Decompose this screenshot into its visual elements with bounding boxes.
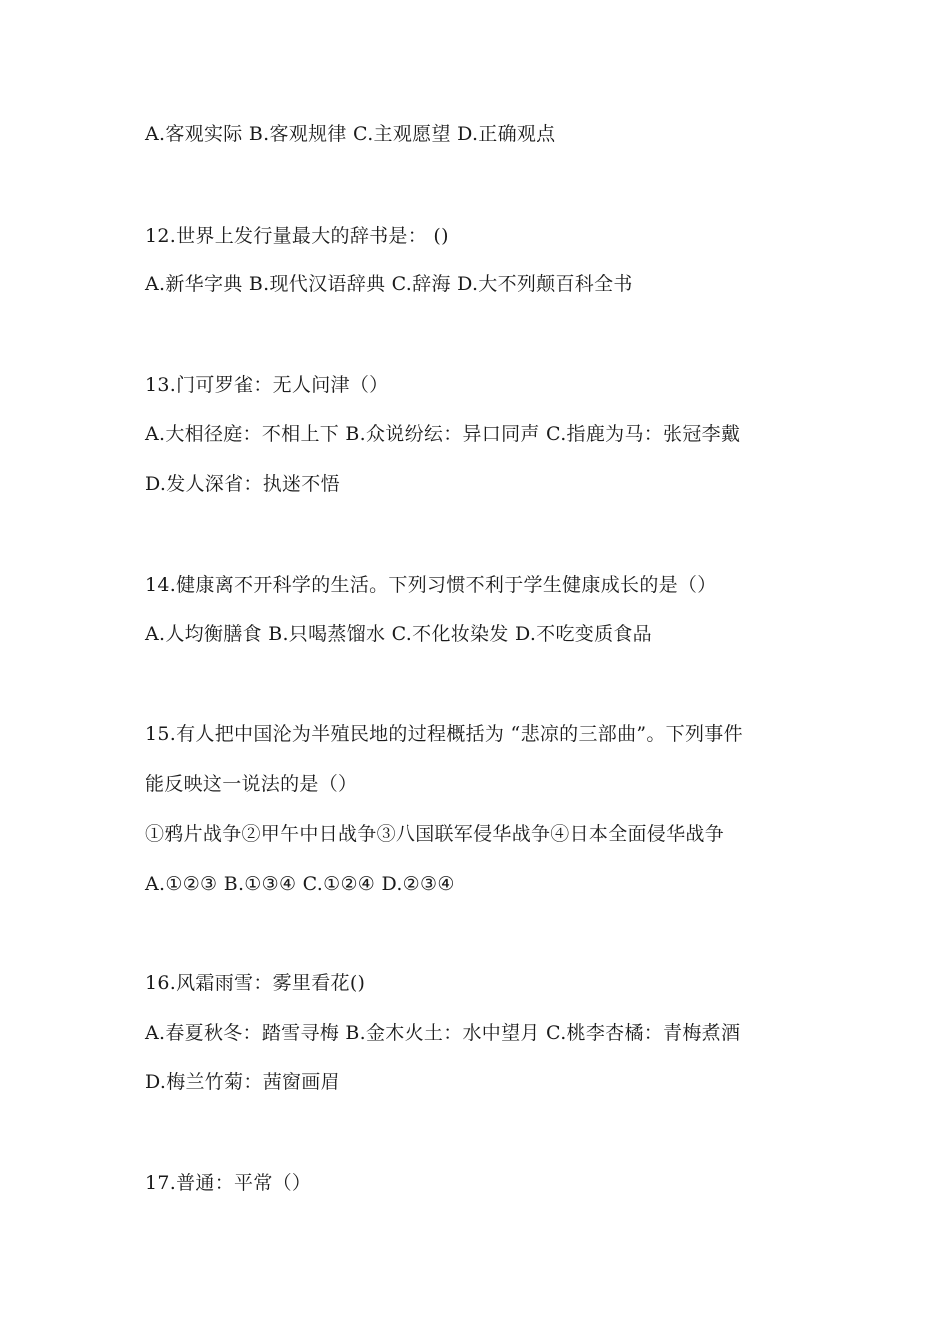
q17-question: 17.普通：平常（） — [145, 1172, 312, 1194]
q15-events: ①鸦片战争②甲午中日战争③八国联军侵华战争④日本全面侵华战争 — [145, 823, 725, 845]
q14-options: A.人均衡膳食 B.只喝蒸馏水 C.不化妆染发 D.不吃变质食品 — [145, 623, 652, 645]
q13-options-line1: A.大相径庭：不相上下 B.众说纷纭：异口同声 C.指鹿为马：张冠李戴 — [145, 423, 741, 445]
q13-options-line2: D.发人深省：执迷不悟 — [145, 473, 340, 495]
q15-options: A.①②③ B.①③④ C.①②④ D.②③④ — [145, 873, 455, 895]
q12-options: A.新华字典 B.现代汉语辞典 C.辞海 D.大不列颠百科全书 — [145, 273, 633, 295]
q16-options-line2: D.梅兰竹菊：茜窗画眉 — [145, 1071, 340, 1093]
q12-question: 12.世界上发行量最大的辞书是： () — [145, 225, 449, 247]
q13-question: 13.门可罗雀：无人问津（） — [145, 374, 389, 396]
q16-question: 16.风霜雨雪：雾里看花() — [145, 972, 366, 994]
q14-question: 14.健康离不开科学的生活。下列习惯不利于学生健康成长的是（） — [145, 574, 717, 596]
q15-question-line2: 能反映这一说法的是（） — [145, 773, 358, 795]
q16-options-line1: A.春夏秋冬：踏雪寻梅 B.金木火土：水中望月 C.桃李杏橘：青梅煮酒 — [145, 1022, 741, 1044]
q11-options: A.客观实际 B.客观规律 C.主观愿望 D.正确观点 — [145, 123, 556, 145]
q15-question-line1: 15.有人把中国沦为半殖民地的过程概括为 “悲凉的三部曲”。下列事件 — [145, 723, 743, 745]
